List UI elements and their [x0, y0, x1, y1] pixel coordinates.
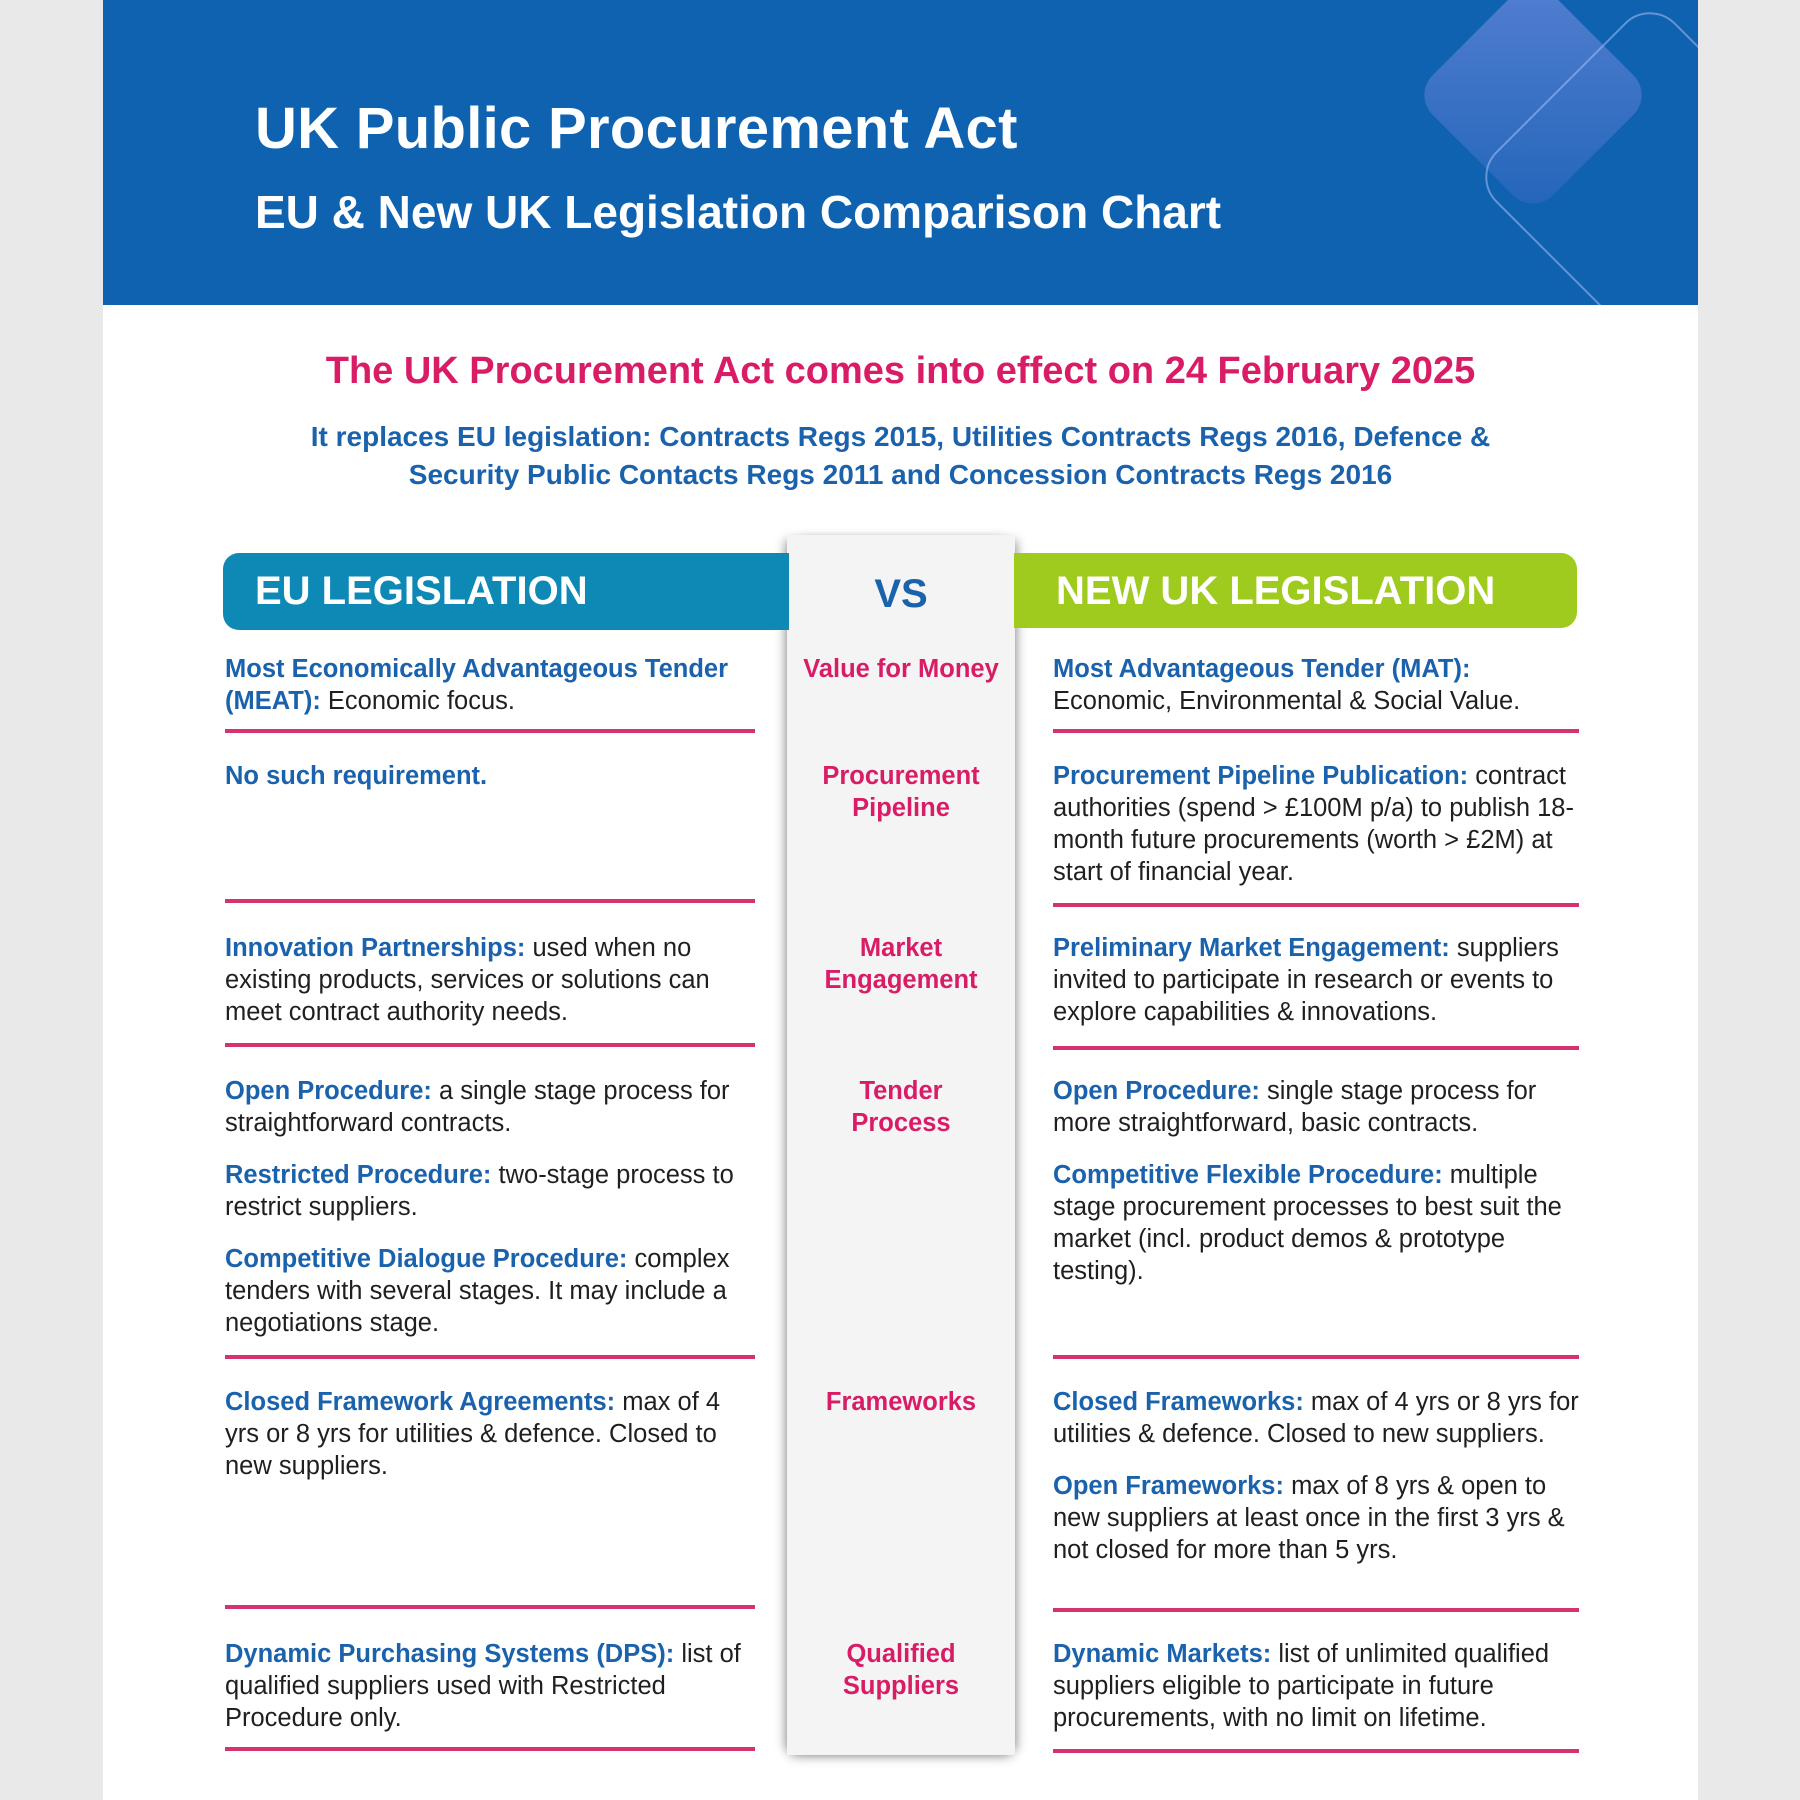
entry-text: max of 4 yrs or 8 yrs for utilities & defence. Closed to new suppliers. — [225, 1388, 721, 1480]
eu-entry — [225, 932, 745, 1028]
eu-cell-value-for-money — [225, 653, 745, 717]
replaces-text: It replaces EU legislation: Contracts Regs 2015, Utilities Contracts Regs 2016, Defence & Security Public Contacts Regs 2011 and Concession Contracts Regs 2016 — [310, 421, 1491, 490]
uk-entry — [1053, 1075, 1583, 1139]
eu-cell-procurement-pipeline — [225, 760, 745, 792]
eu-entry — [225, 1386, 745, 1482]
eu-cell-frameworks — [225, 1386, 745, 1482]
row-divider — [1053, 1355, 1579, 1359]
page-subtitle: EU & New UK Legislation Comparison Chart — [255, 186, 1222, 238]
header-banner — [103, 0, 1698, 305]
eu-cell-tender-process — [225, 1075, 745, 1339]
eu-entry — [225, 1075, 745, 1139]
uk-cell-procurement-pipeline — [1053, 760, 1583, 888]
row-divider — [225, 1747, 755, 1751]
vs-label: VS — [874, 572, 928, 616]
uk-entry — [1053, 1638, 1583, 1734]
uk-cell-qualified-suppliers — [1053, 1638, 1583, 1734]
row-divider — [225, 1355, 755, 1359]
uk-cell-market-engagement — [1053, 932, 1583, 1028]
entry-term: Preliminary Market Engagement: — [1053, 934, 1450, 962]
entry-term: Restricted Procedure: — [225, 1161, 492, 1189]
category-tender-process: Tender Process — [851, 1077, 951, 1137]
entry-text: complex tenders with several stages. It may include a negotiations stage. — [225, 1245, 730, 1337]
effective-date-headline: The UK Procurement Act comes into effect on 24 February 2025 — [325, 350, 1476, 392]
entry-text: Economic, Environmental & Social Value. — [1053, 687, 1521, 715]
category-value-for-money: Value for Money — [803, 655, 999, 683]
entry-text: list of qualified suppliers used with Restricted Procedure only. — [225, 1640, 741, 1732]
eu-entry — [225, 760, 745, 792]
category-procurement-pipeline: Procurement Pipeline — [822, 762, 980, 822]
entry-text: used when no existing products, services or solutions can meet contract authority needs. — [225, 934, 710, 1026]
category-market-engagement: Market Engagement — [824, 934, 978, 994]
entry-text: max of 4 yrs or 8 yrs for utilities & defence. Closed to new suppliers. — [1053, 1388, 1579, 1448]
entry-term: Dynamic Purchasing Systems (DPS): — [225, 1640, 675, 1668]
eu-legislation-label: EU LEGISLATION — [255, 569, 588, 613]
row-divider — [1053, 903, 1579, 907]
uk-entry — [1053, 932, 1583, 1028]
entry-term: Open Procedure: — [1053, 1077, 1260, 1105]
entry-text: multiple stage procurement processes to best suit the market (incl. product demos & prototype testing). — [1053, 1161, 1562, 1285]
entry-text: list of unlimited qualified suppliers eligible to participate in future procurements, with no limit on lifetime. — [1053, 1640, 1550, 1732]
entry-text: a single stage process for straightforward contracts. — [225, 1077, 730, 1137]
row-divider — [225, 899, 755, 903]
uk-legislation-label: NEW UK LEGISLATION — [1056, 569, 1496, 613]
entry-term: Open Procedure: — [225, 1077, 432, 1105]
page-title: UK Public Procurement Act — [255, 96, 1018, 161]
uk-cell-tender-process — [1053, 1075, 1583, 1287]
entry-term: Innovation Partnerships: — [225, 934, 526, 962]
eu-entry — [225, 1243, 745, 1339]
category-column — [787, 535, 1015, 1755]
row-divider — [1053, 1046, 1579, 1050]
entry-term: Most Advantageous Tender (MAT): — [1053, 655, 1471, 683]
uk-cell-frameworks — [1053, 1386, 1583, 1566]
row-divider — [225, 1605, 755, 1609]
entry-term: Procurement Pipeline Publication: — [1053, 762, 1469, 790]
row-divider — [1053, 1749, 1579, 1753]
eu-cell-qualified-suppliers — [225, 1638, 745, 1734]
entry-text: single stage process for more straightforward, basic contracts. — [1053, 1077, 1537, 1137]
row-divider — [225, 729, 755, 733]
uk-legislation-header — [1014, 553, 1577, 628]
row-divider — [1053, 729, 1579, 733]
category-qualified-suppliers: Qualified Suppliers — [842, 1640, 960, 1700]
entry-term: Competitive Flexible Procedure: — [1053, 1161, 1443, 1189]
entry-term: Open Frameworks: — [1053, 1472, 1284, 1500]
entry-text: Economic focus. — [320, 687, 515, 715]
entry-term: Dynamic Markets: — [1053, 1640, 1272, 1668]
entry-text: contract authorities (spend > £100M p/a) to publish 18-month future procurements (worth > £2M) at start of financial year. — [1053, 762, 1574, 886]
row-divider — [225, 1043, 755, 1047]
eu-legislation-header — [223, 553, 789, 630]
entry-text: max of 8 yrs & open to new suppliers at least once in the first 3 yrs & not closed for more than 5 yrs. — [1053, 1472, 1565, 1564]
uk-cell-value-for-money — [1053, 653, 1583, 717]
uk-entry — [1053, 1386, 1583, 1450]
category-frameworks: Frameworks — [825, 1388, 977, 1416]
eu-cell-market-engagement — [225, 932, 745, 1028]
comparison-sheet — [103, 0, 1698, 1800]
eu-entry — [225, 1638, 745, 1734]
eu-entry — [225, 653, 745, 717]
entry-term: Closed Frameworks: — [1053, 1388, 1304, 1416]
entry-term: Most Economically Advantageous Tender (MEAT): — [225, 655, 729, 715]
uk-entry — [1053, 653, 1583, 717]
entry-term: No such requirement. — [225, 762, 488, 790]
uk-entry — [1053, 1159, 1583, 1287]
uk-entry — [1053, 1470, 1583, 1566]
row-divider — [1053, 1608, 1579, 1612]
uk-entry — [1053, 760, 1583, 888]
entry-term: Competitive Dialogue Procedure: — [225, 1245, 628, 1273]
entry-term: Closed Framework Agreements: — [225, 1388, 616, 1416]
entry-text: suppliers invited to participate in research or events to explore capabilities & innovations. — [1053, 934, 1559, 1026]
entry-text: two-stage process to restrict suppliers. — [225, 1161, 734, 1221]
eu-entry — [225, 1159, 745, 1223]
